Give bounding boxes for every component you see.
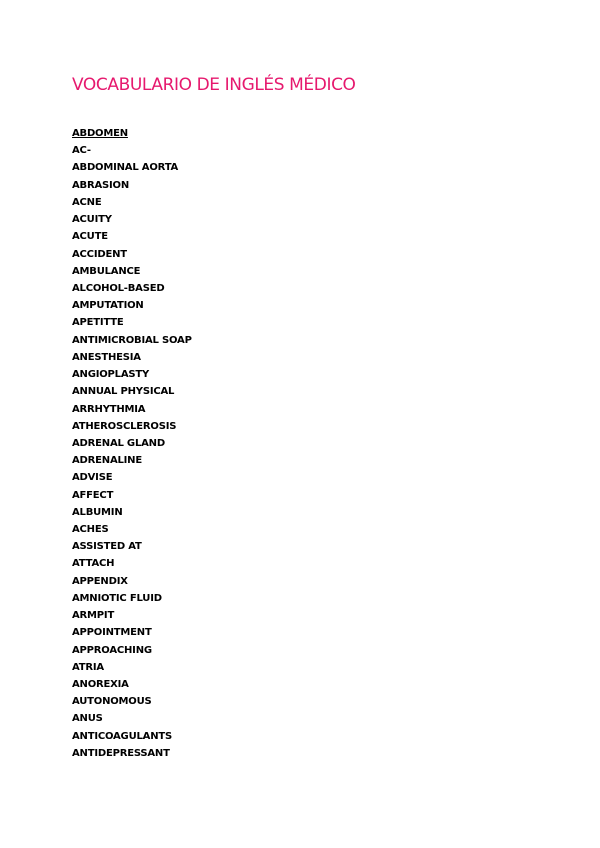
vocabulary-term: ACUTE [72,231,108,243]
vocabulary-term: AMBULANCE [72,265,141,277]
vocabulary-term: ANGIOPLASTY [72,369,150,381]
vocabulary-term: ADRENALINE [72,455,142,467]
vocabulary-term: AFFECT [72,489,114,501]
vocabulary-term: ACHES [72,524,109,536]
vocabulary-term: ANNUAL PHYSICAL [72,386,175,398]
vocabulary-term: ACUITY [72,214,112,226]
vocabulary-term: AC- [72,145,91,157]
vocabulary-term: ANOREXIA [72,679,129,690]
vocabulary-term: APPROACHING [72,644,152,656]
vocabulary-term: ABRASION [72,179,129,191]
vocabulary-term: ADVISE [72,472,113,484]
vocabulary-term: ALBUMIN [72,506,123,518]
vocabulary-term: ABDOMINAL AORTA [72,162,179,174]
vocabulary-term: ARRHYTHMIA [72,403,146,415]
vocabulary-term: ALCOHOL-BASED [72,282,165,294]
vocabulary-term: ANUS [72,713,103,725]
vocabulary-term: ANTICOAGULANTS [72,730,172,742]
vocabulary-term: ASSISTED AT [72,541,142,553]
vocabulary-term: ADRENAL GLAND [72,437,165,449]
vocabulary-term: ACCIDENT [72,248,127,260]
vocabulary-term: APPENDIX [72,575,128,587]
vocabulary-term: ANESTHESIA [72,351,141,363]
vocabulary-term: ATTACH [72,558,115,570]
vocabulary-term: AMNIOTIC FLUID [72,592,162,604]
vocabulary-term: ANTIDEPRESSANT [72,747,170,759]
vocabulary-term: ATHEROSCLEROSIS [72,420,177,432]
vocabulary-term: AUTONOMOUS [72,696,152,708]
page-title: VOCABULARIO DE INGLÉS MÉDICO [72,75,356,95]
vocabulary-term: APETITTE [72,317,124,329]
vocabulary-term: APPOINTMENT [72,627,152,639]
vocabulary-term: ARMPIT [72,610,115,622]
vocabulary-term: AMPUTATION [72,300,144,312]
vocabulary-list [72,125,192,762]
vocabulary-term: ABDOMEN [72,128,128,139]
vocabulary-term: ANTIMICROBIAL SOAP [72,334,192,346]
vocabulary-term: ATRIA [72,661,104,673]
vocabulary-term: ACNE [72,196,102,208]
